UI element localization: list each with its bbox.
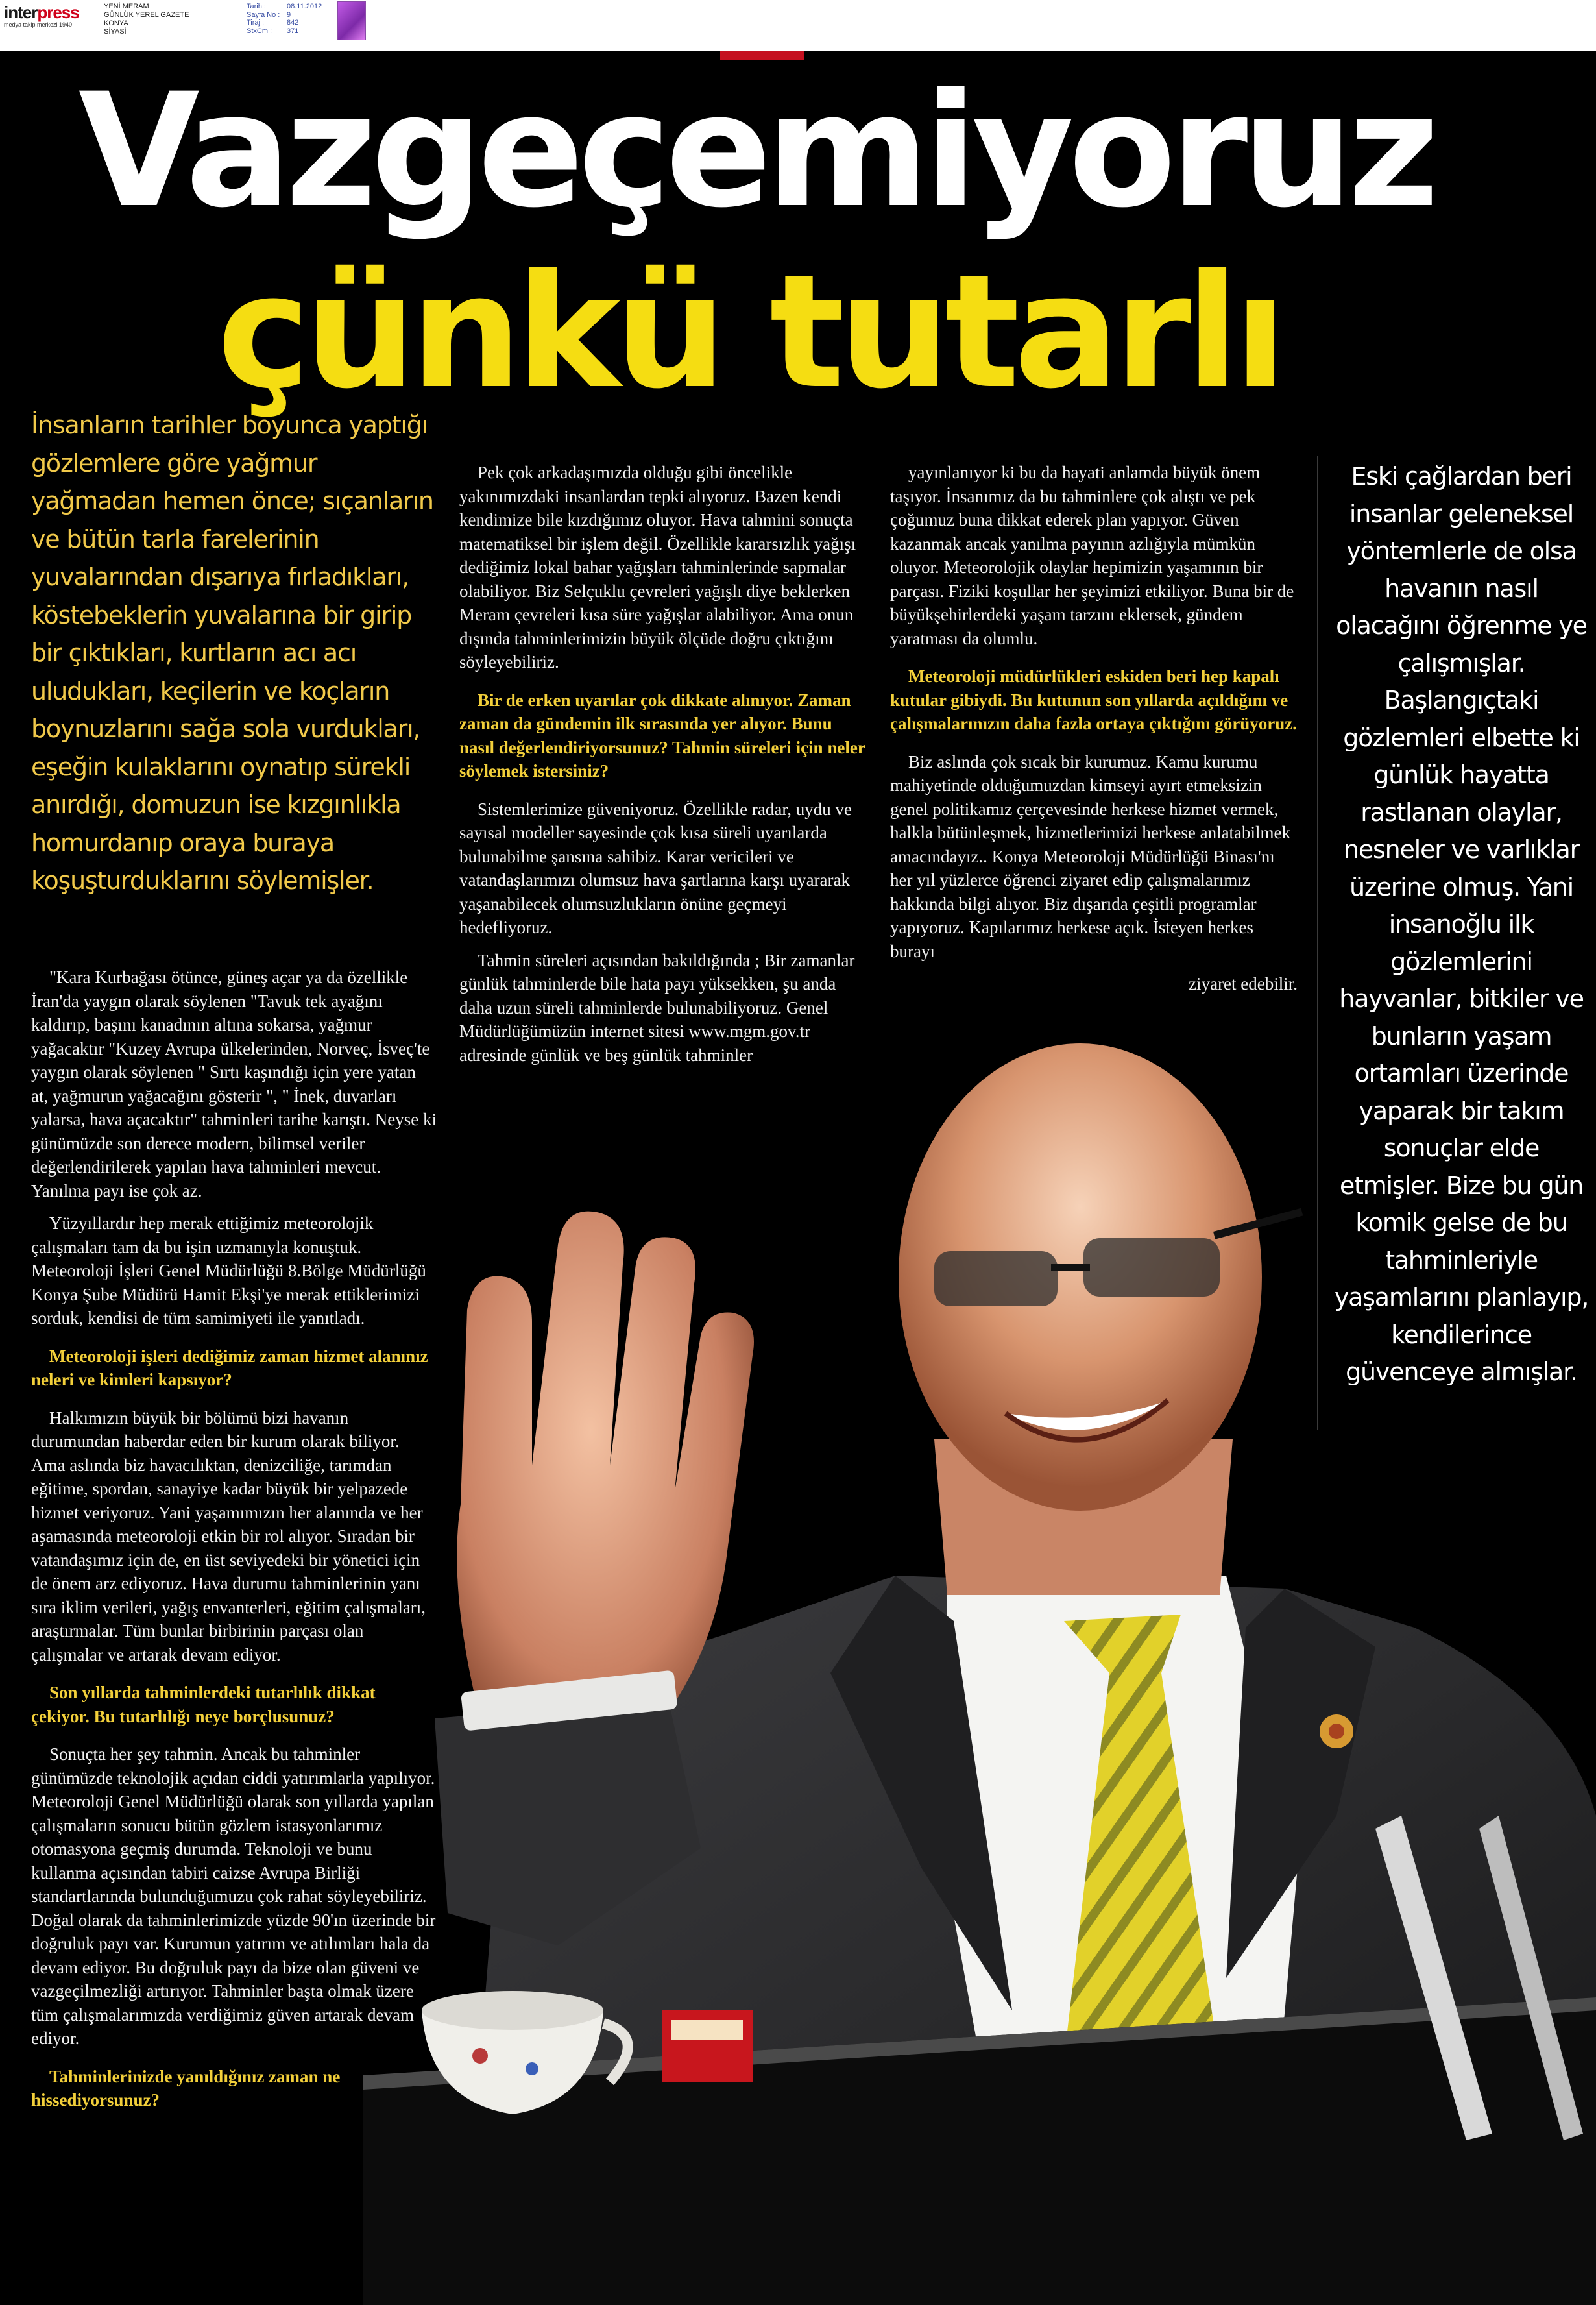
headline-line-2: çünkü tutarlı <box>217 241 1282 424</box>
clipping-meta <box>247 3 322 35</box>
page-thumbnail-icon[interactable] <box>337 1 366 40</box>
paragraph-end: ziyaret edebilir. <box>1189 974 1298 994</box>
headline <box>0 57 1596 424</box>
paragraph: "Kara Kurbağası ötünce, güneş açar ya da özellikle İran'da yaygın olarak söylenen "Tavuk tek ayağını kaldırıp, başını kanadının altına sokarsa, yağmur yağacaktır "Kuzey Avrupa ülkelerinden, Norveç, İsveç'te yaygın olarak söylenen " Sırtı kaşındığı için yere yatan at, yağmurun yağacağını gösterir ", " İnek, duvarları yalarsa, hava açacaktır" tahminleri tarihe karıştı. Neyse ki günümüzde son derece modern, bilimsel veriler değerlendirilerek yapılan hava tahminleri mevcut. Yanılma payı ise çok az. <box>31 968 437 1201</box>
publication-type: GÜNLÜK YEREL GAZETE <box>104 11 189 19</box>
meta-date: Tarih : 08.11.2012 <box>247 3 322 10</box>
meta-size: StxCm : 371 <box>247 27 299 35</box>
meta-page: Sayfa No : 9 <box>247 10 291 19</box>
interview-question: Meteoroloji işleri dediğimiz zaman hizmet alanınız neleri ve kimleri kapsıyor? <box>31 1346 428 1389</box>
paragraph: Sistemlerimize güveniyoruz. Özellikle radar, uydu ve sayısal modeller sayesinde çok kısa süreli uyarılarda bulunabilme şansına sahibiz. Karar vericileri ve vatandaşlarımızı olumsuz hava şartlarına karşı uyararak yaşanabilecek olumsuzlukların önüne geçmeyi hedefliyoruz. <box>459 799 852 937</box>
publication-city: KONYA <box>104 19 128 27</box>
paragraph: Halkımızın büyük bir bölümü bizi havanın durumundan haberdar eden bir kurum olarak biliyor. Ama aslında biz havacılıktan, denizciliğe, tarımdan eğitime, spordan, sanayiye kadar büyük bir yelpazede hizmet veriyoruz. Yani yaşamımızın her alanında ve her aşamasında meteoroloji etkin bir rol alıyor. Sıradan bir vatandaşımız için de, en üst seviyedeki bir yönetici için de önem arz ediyoruz. Hava durumu tahminlerinin yanı sıra iklim verileri, yağış envanterleri, eğitim çalışmaları, araştırmalar. Tüm bunlar birbirinin parçası olan çalışmalar ve artarak devam ediyor. <box>31 1408 426 1665</box>
column-divider <box>1317 456 1318 1430</box>
lead-paragraph: İnsanların tarihler boyunca yaptığı gözlemlere göre yağmur yağmadan hemen önce; sıçanların ve bütün tarla farelerinin yuvalarından dışarıya fırladıkları, köstebeklerin yuvalarına bir girip bir çıktıkları, kurtların acı acı uludukları, keçilerin ve koçların boynuzlarını sağa sola vurdukları, eşeğin kulaklarını oynatıp sürekli anırdığı, domuzun ise kızgınlıkla homurdanıp oraya buraya koşuşturduklarını söylemişler. <box>31 411 433 895</box>
article-column-2 <box>459 461 867 1076</box>
publication-name: YENİ MERAM <box>104 3 149 10</box>
paragraph: Pek çok arkadaşımızda olduğu gibi öncelikle yakınımızdaki insanlardan tepki alıyoruz. Bazen kendi kendimize bile kızdığımız oluyor. Hava tahmini sonuçta matematiksel bir işlem değil. Özellikle kararsızlık yağışı dediğimiz lokal bahar yağışları tahminlerinde sapmalar olabiliyor. Biz Selçuklu çevreleri yağışlı diye beklerken Meram çevreleri kısa süre yağışlar alabiliyor. Ama onun dışında tahminlerimizin büyük ölçüde doğru çıktığını söyleyebiliriz. <box>459 463 856 672</box>
paragraph: Biz aslında çok sıcak bir kurumuz. Kamu kurumu mahiyetinde olduğumuzdan kimseyi ayırt etmeksizin genel politikamız çerçevesinde herkese hizmet vermek, halkla bütünleşmek, hizmetlerimizi herkese anlatabilmek amacındayız.. Konya Meteoroloji Müdürlüğü Binası'nı her yıl yüzlerce öğrenci ziyaret edip çalışmalarımız hakkında bilgi alıyor. Biz dışarıda çeşitli programlar yapıyoruz. Kapılarımız herkese açık. İsteyen herkes burayı <box>890 751 1291 961</box>
article-column-1 <box>31 966 437 2127</box>
publication-category: SİYASİ <box>104 28 127 36</box>
interview-question: Bir de erken uyarılar çok dikkate alınıyor. Zaman zaman da gündemin ilk sırasında yer alıyor. Bunu nasıl değerlendiriyorsunuz? Tahmin süreleri için neler söylemek istersiniz? <box>459 690 865 781</box>
interview-question: Meteoroloji müdürlükleri eskiden beri hep kapalı kutular gibiydi. Bu kutunun son yıllarda açıldığını ve çalışmalarınızın daha fazla ortaya çıktığını görüyoruz. <box>890 666 1297 733</box>
paragraph: Sonuçta her şey tahmin. Ancak bu tahminler günümüzde teknolojik açıdan ciddi yatırımlarla yapılıyor. Meteoroloji Genel Müdürlüğü olarak son yıllarda yapılan çalışmaların sonucu bütün gözlem istasyonlarımız otomasyona geçmiş durumda. Teknoloji ve bunu kullanma açısından tabiri caizse Avrupa Birliği standartlarında bulunduğumuzu çok rahat söyleyebiliriz. Doğal olarak da tahminlerimizde yüzde 90'ın üzerinde bir doğruluk payı var. Kurumun yatırım ve atılımları hala da devam ediyor. Bu doğruluk payı da bize olan güveni ve vazgeçilmezliği artırıyor. Tahminler başta olmak üzere tüm çalışmalarımızda verdiğimiz güven artarak devam ediyor. <box>31 1744 436 2048</box>
interpress-logo <box>4 3 95 28</box>
interview-question: Son yıllarda tahminlerdeki tutarlılık dikkat çekiyor. Bu tutarlılığı neye borçlusunuz? <box>31 1683 376 1726</box>
logo-prefix: inter <box>4 3 38 22</box>
clipping-header <box>0 0 1596 51</box>
paragraph: Yüzyıllardır hep merak ettiğimiz meteorolojik çalışmaları tam da bu işin uzmanıyla konuştuk. Meteoroloji İşleri Genel Müdürlüğü 8.Bölge Müdürlüğü Konya Şube Müdürü Hamit Ekşi'ye merak ettiklerimizi sorduk, kendisi de tüm samimiyeti ile yanıtladı. <box>31 1213 426 1328</box>
article-page <box>0 51 1596 2305</box>
publication-info <box>104 3 189 36</box>
interview-question: Tahminlerinizde yanıldığınız zaman ne hissediyorsunuz? <box>31 2066 341 2110</box>
headline-line-1: Vazgeçemiyoruz <box>78 60 1434 243</box>
article-column-3 <box>890 461 1298 1005</box>
paragraph: yayınlanıyor ki bu da hayati anlamda büyük önem taşıyor. İnsanımız da bu tahminlere çok alıştı ve pek çoğumuz buna dikkat ederek plan yapıyor. Güven kazanmak ancak yanılma payının azlığıyla mümkün oluyor. Meteorolojik olaylar hepimizin yaşamının bir parçası. Fiziki koşullar her şeyimizi etkiliyor. Buna bir de büyükşehirlerdeki yaşam tarzını eklersek, gündem yaratması da olumlu. <box>890 463 1294 648</box>
meta-circulation: Tiraj : 842 <box>247 19 299 27</box>
paragraph: Tahmin süreleri açısından bakıldığında ; Bir zamanlar günlük tahminlerde bile hata payı yüksekken, şu anda daha uzun süreli tahminlerde bulunabiliyoruz. Genel Müdürlüğümüzün internet sitesi www.mgm.gov.tr adresinde günlük ve beş günlük tahminler <box>459 950 855 1065</box>
logo-suffix: press <box>37 3 79 22</box>
sidebar-text: Eski çağlardan beri insanlar geleneksel yöntemlerle de olsa havanın nasıl olacağını öğrenme ye çalışmışlar. Başlangıçtaki gözlemleri elbette ki günlük hayatta rastlanan olaylar, nesneler ve varlıklar üzerine olmuş. Yani insanoğlu ilk gözlemlerini hayvanlar, bitkiler ve bunların yaşam ortamları üzerinde yaparak bir takım sonuçlar elde etmişler. Bize bu gün komik gelse de bu tahminleriyle yaşamlarını planlayıp, kendilerince güvenceye almışlar. <box>1334 462 1589 1386</box>
logo-tagline: medya takip merkezi 1940 <box>4 21 73 28</box>
